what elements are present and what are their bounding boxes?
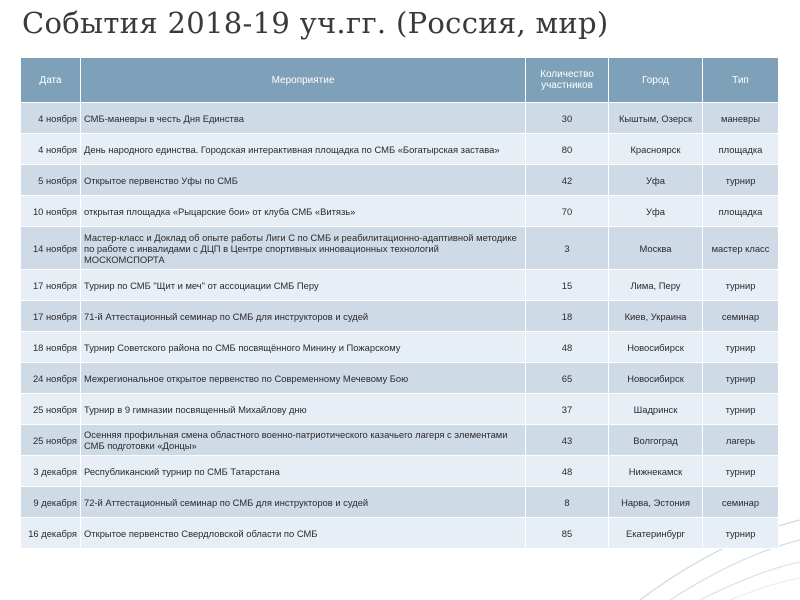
cell-date: 4 ноября [21, 134, 81, 165]
cell-city: Екатеринбург [609, 518, 703, 549]
cell-city: Нижнекамск [609, 456, 703, 487]
cell-city: Новосибирск [609, 332, 703, 363]
cell-event: открытая площадка «Рыцарские бои» от клуба СМБ «Витязь» [81, 196, 526, 227]
cell-type: турнир [703, 518, 779, 549]
cell-participants: 85 [526, 518, 609, 549]
table-row [21, 363, 779, 394]
cell-type: турнир [703, 332, 779, 363]
cell-type: мастер класс [703, 227, 779, 270]
table-row [21, 165, 779, 196]
cell-event: Открытое первенство Уфы по СМБ [81, 165, 526, 196]
cell-participants: 42 [526, 165, 609, 196]
cell-event: СМБ-маневры в честь Дня Единства [81, 103, 526, 134]
cell-type: турнир [703, 363, 779, 394]
cell-participants: 18 [526, 301, 609, 332]
cell-city: Новосибирск [609, 363, 703, 394]
table-row [21, 332, 779, 363]
cell-city: Кыштым, Озерск [609, 103, 703, 134]
cell-city: Москва [609, 227, 703, 270]
cell-event: Открытое первенство Свердловской области по СМБ [81, 518, 526, 549]
header-participants: Количество участников [526, 58, 609, 103]
header-date: Дата [21, 58, 81, 103]
cell-participants: 65 [526, 363, 609, 394]
page-title: События 2018-19 уч.гг. (Россия, мир) [22, 6, 609, 40]
table-header-row [21, 58, 779, 103]
cell-city: Шадринск [609, 394, 703, 425]
cell-event: Турнир в 9 гимназии посвященный Михайлову дню [81, 394, 526, 425]
cell-date: 14 ноября [21, 227, 81, 270]
table-row [21, 456, 779, 487]
cell-date: 10 ноября [21, 196, 81, 227]
cell-city: Нарва, Эстония [609, 487, 703, 518]
cell-date: 9 декабря [21, 487, 81, 518]
header-city: Город [609, 58, 703, 103]
table-row [21, 394, 779, 425]
table-row [21, 487, 779, 518]
cell-date: 16 декабря [21, 518, 81, 549]
cell-participants: 37 [526, 394, 609, 425]
cell-event: Межрегиональное открытое первенство по Современному Мечевому Бою [81, 363, 526, 394]
cell-date: 24 ноября [21, 363, 81, 394]
header-event: Мероприятие [81, 58, 526, 103]
cell-date: 4 ноября [21, 103, 81, 134]
cell-event: Турнир Советского района по СМБ посвящённого Минину и Пожарскому [81, 332, 526, 363]
cell-event: 72-й Аттестационный семинар по СМБ для инструкторов и судей [81, 487, 526, 518]
table-row [21, 270, 779, 301]
cell-date: 17 ноября [21, 301, 81, 332]
table-row [21, 425, 779, 456]
cell-event: Осенняя профильная смена областного военно-патриотического казачьего лагеря с элементами СМБ подготовки «Донцы» [81, 425, 526, 456]
table-row [21, 518, 779, 549]
cell-city: Волгоград [609, 425, 703, 456]
table-row [21, 301, 779, 332]
events-table [20, 57, 779, 549]
cell-event: День народного единства. Городская интерактивная площадка по СМБ «Богатырская застава» [81, 134, 526, 165]
cell-city: Уфа [609, 196, 703, 227]
cell-type: маневры [703, 103, 779, 134]
cell-type: турнир [703, 456, 779, 487]
cell-date: 18 ноября [21, 332, 81, 363]
cell-date: 25 ноября [21, 425, 81, 456]
table-row [21, 103, 779, 134]
cell-participants: 70 [526, 196, 609, 227]
cell-participants: 30 [526, 103, 609, 134]
header-type: Тип [703, 58, 779, 103]
cell-date: 5 ноября [21, 165, 81, 196]
table-row [21, 134, 779, 165]
cell-participants: 3 [526, 227, 609, 270]
cell-event: Мастер-класс и Доклад об опыте работы Лиги С по СМБ и реабилитационно-адаптивной методике по работе с инвалидами с ДЦП в Центре спортивных инновационных технологий МОСКОМСПОРТА [81, 227, 526, 270]
cell-city: Киев, Украина [609, 301, 703, 332]
cell-date: 17 ноября [21, 270, 81, 301]
cell-participants: 43 [526, 425, 609, 456]
cell-type: турнир [703, 270, 779, 301]
table-row [21, 196, 779, 227]
cell-city: Красноярск [609, 134, 703, 165]
cell-type: площадка [703, 134, 779, 165]
cell-city: Лима, Перу [609, 270, 703, 301]
cell-participants: 15 [526, 270, 609, 301]
cell-participants: 80 [526, 134, 609, 165]
cell-type: семинар [703, 487, 779, 518]
cell-participants: 48 [526, 456, 609, 487]
cell-participants: 8 [526, 487, 609, 518]
cell-city: Уфа [609, 165, 703, 196]
cell-type: площадка [703, 196, 779, 227]
cell-participants: 48 [526, 332, 609, 363]
table-row [21, 227, 779, 270]
cell-date: 3 декабря [21, 456, 81, 487]
cell-type: лагерь [703, 425, 779, 456]
cell-date: 25 ноября [21, 394, 81, 425]
cell-event: Республиканский турнир по СМБ Татарстана [81, 456, 526, 487]
cell-event: Турнир по СМБ "Щит и меч" от ассоциации СМБ Перу [81, 270, 526, 301]
cell-type: турнир [703, 394, 779, 425]
cell-type: турнир [703, 165, 779, 196]
cell-event: 71-й Аттестационный семинар по СМБ для инструкторов и судей [81, 301, 526, 332]
cell-type: семинар [703, 301, 779, 332]
